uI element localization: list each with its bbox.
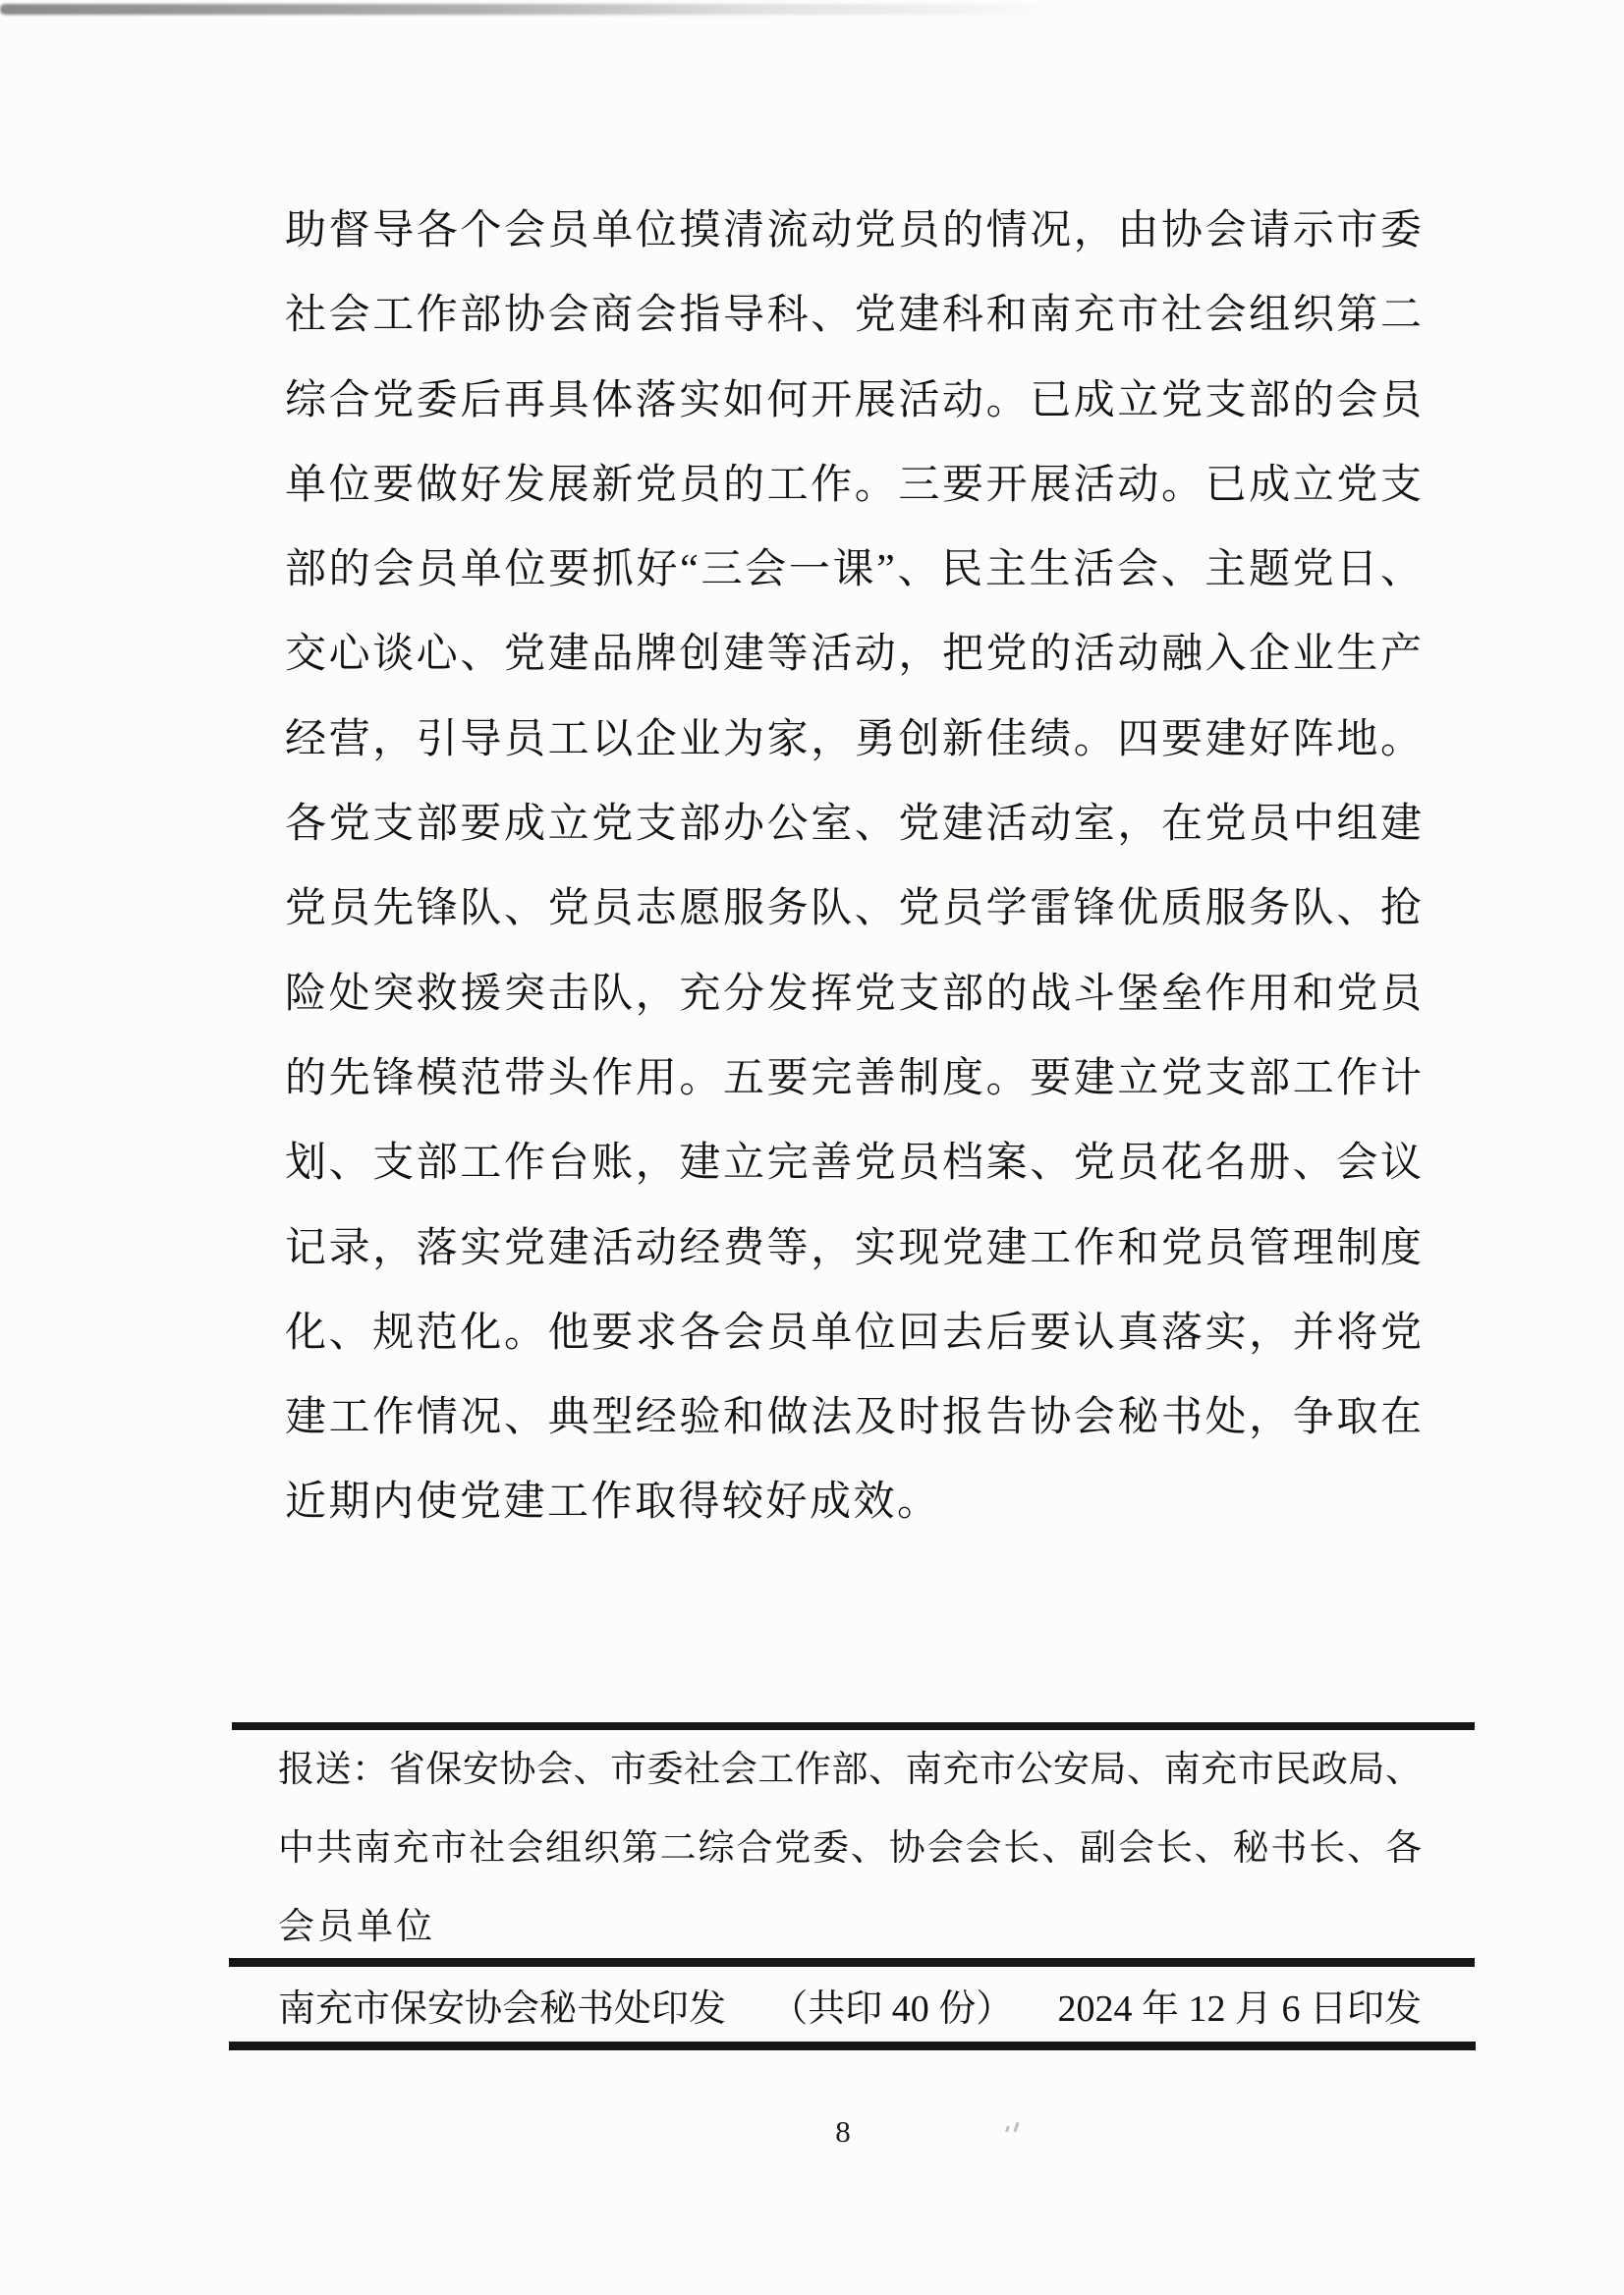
body-text-line: 助督导各个会员单位摸清流动党员的情况，由协会请示市委	[285, 208, 1422, 253]
print-date: 2024 年 12 月 6 日印发	[1057, 1987, 1422, 2030]
body-text-line: 化、规范化。他要求各会员单位回去后要认真落实，并将党	[285, 1310, 1422, 1356]
colophon-bottom-rule	[229, 2042, 1476, 2050]
distribution-block	[278, 1731, 1422, 1967]
body-text-line: 部的会员单位要抓好“三会一课”、民主生活会、主题党日、	[285, 547, 1422, 593]
colophon-middle-rule	[229, 1958, 1475, 1967]
distribution-line: 会员单位	[278, 1907, 435, 1947]
body-text-line: 的先锋模范带头作用。五要完善制度。要建立党支部工作计	[285, 1055, 1422, 1101]
body-text-line: 党员先锋队、党员志愿服务队、党员学雷锋优质服务队、抢	[285, 886, 1422, 932]
body-paragraph	[285, 189, 1422, 1545]
print-issuer: 南充市保安协会秘书处印发	[278, 1987, 727, 2030]
body-text-line: 各党支部要成立党支部办公室、党建活动室，在党员中组建	[285, 802, 1422, 848]
body-text-line: 经营，引导员工以企业为家，勇创新佳绩。四要建好阵地。	[285, 716, 1422, 762]
body-text-line: 记录，落实党建活动经费等，实现党建工作和党员管理制度	[285, 1225, 1422, 1271]
print-info-row	[278, 1967, 1422, 2042]
body-text-line: 单位要做好发展新党员的工作。三要开展活动。已成立党支	[285, 462, 1422, 508]
body-text-line: 险处突救援突击队，充分发挥党支部的战斗堡垒作用和党员	[285, 971, 1422, 1017]
body-text-line: 交心谈心、党建品牌创建等活动，把党的活动融入企业生产	[285, 632, 1422, 678]
body-text-line: 近期内使党建工作取得较好成效。	[285, 1480, 941, 1526]
body-text-line: 社会工作部协会商会指导科、党建科和南充市社会组织第二	[285, 293, 1422, 339]
body-text-line: 划、支部工作台账，建立完善党员档案、党员花名册、会议	[285, 1141, 1422, 1187]
print-copies: （共印 40 份）	[770, 1987, 1014, 2030]
colophon-top-rule	[232, 1722, 1475, 1730]
body-text-line: 建工作情况、典型经验和做法及时报告协会秘书处，争取在	[285, 1395, 1422, 1441]
scan-speck-artifact	[1006, 2122, 1026, 2134]
scan-streak-artifact	[0, 4, 1056, 15]
distribution-line: 报送：省保安协会、市委社会工作部、南充市公安局、南充市民政局、	[278, 1750, 1422, 1790]
distribution-line: 中共南充市社会组织第二综合党委、协会会长、副会长、秘书长、各	[278, 1828, 1422, 1869]
body-text-line: 综合党委后再具体落实如何开展活动。已成立党支部的会员	[285, 377, 1422, 423]
page-number: 8	[835, 2114, 851, 2149]
